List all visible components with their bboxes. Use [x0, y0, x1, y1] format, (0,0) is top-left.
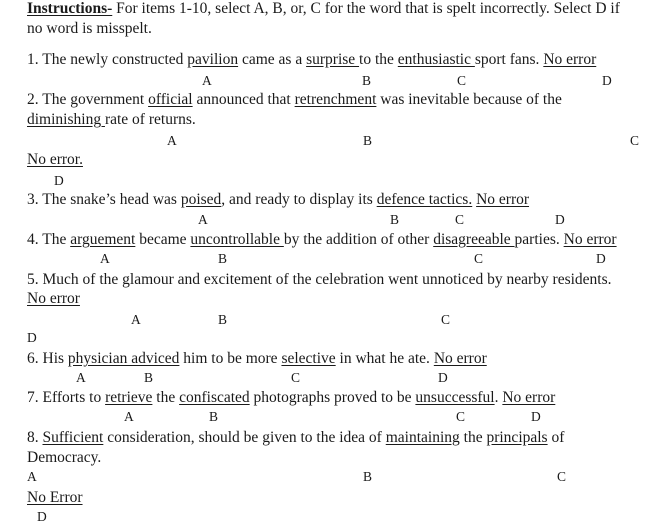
q6-option-c[interactable]: C [291, 370, 301, 385]
q2-option-d[interactable]: D [54, 173, 64, 188]
underlined-word: retrieve [105, 389, 153, 406]
underlined-word: physician adviced [67, 350, 180, 367]
underlined-word: diminishing [27, 111, 105, 128]
q8-option-b[interactable]: B [363, 469, 373, 484]
sentence-text: His [38, 350, 68, 367]
q7-option-c[interactable]: C [456, 409, 466, 424]
underlined-word: disagreeable [433, 231, 515, 248]
q8-option-a[interactable]: A [27, 469, 37, 484]
q4-option-d[interactable]: D [596, 251, 606, 266]
question-number: 6. [27, 350, 39, 367]
sentence-text: rate of returns. [104, 111, 196, 128]
instructions-line-1 [27, 0, 620, 18]
q5-option-b[interactable]: B [218, 312, 228, 327]
q3-option-b[interactable]: B [390, 212, 400, 227]
sentence-text: The government [38, 91, 149, 108]
question-number: 7. [27, 389, 39, 406]
underlined-word: Sufficient [42, 429, 104, 446]
sentence-text: in what he ate. [335, 350, 434, 367]
q3-option-d[interactable]: D [555, 212, 565, 227]
q6-option-a[interactable]: A [76, 370, 86, 385]
sentence-text: by the addition of other [283, 231, 434, 248]
sentence-text: Much of the glamour and excitement of the celebration went unnoticed by nearby residents. [38, 271, 612, 288]
q1-option-a[interactable]: A [202, 73, 212, 88]
underlined-word: pavilion [187, 51, 239, 68]
q6-sentence-line [27, 350, 487, 368]
q8-sentence-line [27, 489, 83, 507]
underlined-word: poised [180, 191, 222, 208]
question-number: 3. [27, 191, 39, 208]
q8-sentence-line [27, 429, 564, 447]
q2-sentence-line [27, 91, 562, 109]
instructions-text: For items 1-10, select A, B, or, C for the word that is spelt incorrectly. Select D if [112, 0, 620, 17]
q3-option-c[interactable]: C [455, 212, 465, 227]
sentence-text: photographs proved to be [249, 389, 416, 406]
q8-sentence-line [27, 449, 101, 467]
q5-sentence-line [27, 271, 612, 289]
sentence-text: the [152, 389, 180, 406]
sentence-text: The snake’s head was [38, 191, 181, 208]
q3-sentence-line [27, 191, 529, 209]
sentence-text: sport fans. [474, 51, 544, 68]
sentence-text: Democracy. [27, 449, 102, 466]
sentence-text: The [38, 231, 71, 248]
q8-option-d[interactable]: D [37, 509, 47, 524]
q5-option-a[interactable]: A [131, 312, 141, 327]
question-number: 8. [27, 429, 39, 446]
sentence-text: Efforts to [38, 389, 106, 406]
q6-option-d[interactable]: D [438, 370, 448, 385]
instructions-text: no word is misspelt. [27, 20, 152, 37]
underlined-word: No error [543, 51, 597, 68]
sentence-text: parties. [514, 231, 564, 248]
underlined-word: official [148, 91, 193, 108]
underlined-word: No error [502, 389, 556, 406]
q7-option-b[interactable]: B [209, 409, 219, 424]
q7-option-a[interactable]: A [124, 409, 134, 424]
sentence-text: was inevitable because of the [376, 91, 562, 108]
q2-option-b[interactable]: B [363, 133, 373, 148]
underlined-word: principals [486, 429, 548, 446]
underlined-word: No error [27, 290, 80, 307]
underlined-word: confiscated [179, 389, 250, 406]
underlined-word: No error [476, 191, 530, 208]
q5-option-d[interactable]: D [27, 330, 37, 345]
sentence-text: consideration, should be given to the idea of [103, 429, 386, 446]
q1-sentence-line [27, 51, 596, 69]
question-number: 5. [27, 271, 39, 288]
underlined-word: selective [281, 350, 336, 367]
q7-sentence-line [27, 389, 555, 407]
q2-sentence-line [27, 151, 83, 169]
underlined-word: No Error [27, 489, 83, 506]
question-number: 4. [27, 231, 39, 248]
question-number: 2. [27, 91, 39, 108]
q5-option-c[interactable]: C [441, 312, 451, 327]
sentence-text: the [459, 429, 487, 446]
q7-option-d[interactable]: D [531, 409, 541, 424]
instructions-line-2 [27, 20, 152, 38]
underlined-word: arguement [70, 231, 136, 248]
sentence-text: came as a [238, 51, 307, 68]
question-number: 1. [27, 51, 39, 68]
q1-option-b[interactable]: B [362, 73, 372, 88]
sentence-text: The newly constructed [38, 51, 188, 68]
q4-sentence-line [27, 231, 617, 249]
sentence-text: of [547, 429, 565, 446]
q6-option-b[interactable]: B [144, 370, 154, 385]
underlined-word: maintaining [385, 429, 460, 446]
q2-option-c[interactable]: C [630, 133, 640, 148]
q4-option-b[interactable]: B [218, 251, 228, 266]
underlined-word: No error [433, 350, 487, 367]
q4-option-c[interactable]: C [474, 251, 484, 266]
underlined-word: unsuccessful [415, 389, 495, 406]
sentence-text: became [135, 231, 191, 248]
q5-sentence-line [27, 290, 80, 308]
q8-option-c[interactable]: C [557, 469, 567, 484]
sentence-text: him to be more [179, 350, 282, 367]
underlined-word: surprise [306, 51, 360, 68]
underlined-word: enthusiastic [397, 51, 475, 68]
underlined-word: No error [563, 231, 617, 248]
q3-option-a[interactable]: A [198, 212, 208, 227]
q1-option-d[interactable]: D [602, 73, 612, 88]
sentence-text: to the [359, 51, 398, 68]
underlined-word: defence tactics. [376, 191, 473, 208]
underlined-word: uncontrollable [190, 231, 284, 248]
underlined-word: retrenchment [294, 91, 377, 108]
q1-option-c[interactable]: C [457, 73, 467, 88]
sentence-text: . [494, 389, 503, 406]
instructions-heading: Instructions- [27, 0, 113, 17]
q4-option-a[interactable]: A [100, 251, 110, 266]
sentence-text: , and ready to display its [221, 191, 377, 208]
underlined-word: No error. [27, 151, 83, 168]
q2-sentence-line [27, 111, 196, 129]
q2-option-a[interactable]: A [167, 133, 177, 148]
sentence-text: announced that [192, 91, 295, 108]
